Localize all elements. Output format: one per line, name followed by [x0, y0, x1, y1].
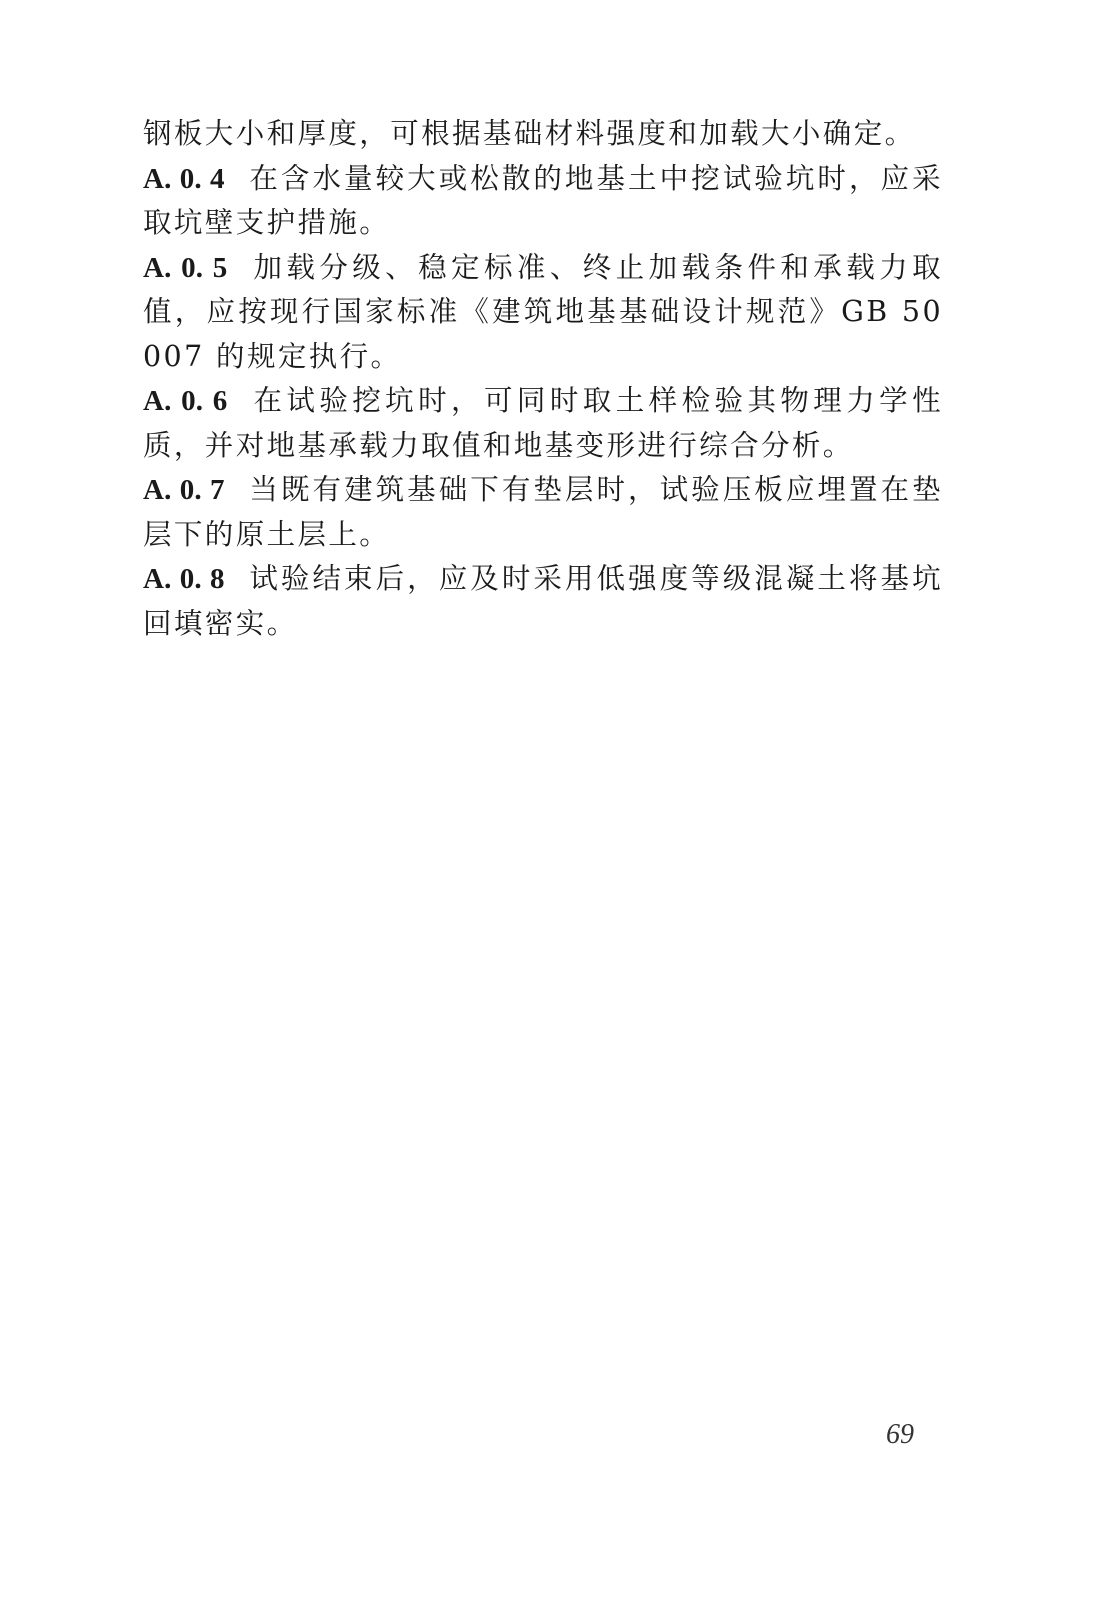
document-body — [143, 112, 943, 646]
clause-number: A. 0. 6 — [143, 385, 228, 417]
clause-number: A. 0. 4 — [143, 162, 225, 195]
clause-text: 试验结束后，应及时采用低强度等级混凝土将基坑回填密实。 — [143, 562, 943, 640]
clause-a-0-4 — [143, 157, 943, 246]
page-number: 69 — [886, 1419, 914, 1450]
clause-text: 在试验挖坑时，可同时取土样检验其物理力学性质，并对地基承载力取值和地基变形进行综合分析。 — [143, 384, 944, 462]
intro-text: 钢板大小和厚度，可根据基础材料强度和加载大小确定。 — [143, 117, 916, 150]
clause-a-0-7 — [143, 468, 943, 557]
clause-number: A. 0. 5 — [143, 251, 228, 284]
clause-text: 在含水量较大或松散的地基土中挖试验坑时，应采取坑壁支护措施。 — [143, 161, 943, 239]
intro-paragraph — [143, 112, 943, 157]
clause-a-0-6 — [143, 379, 943, 468]
clause-a-0-5 — [143, 246, 943, 380]
clause-number: A. 0. 7 — [143, 474, 225, 506]
clause-number: A. 0. 8 — [143, 563, 225, 595]
clause-text: 当既有建筑基础下有垫层时，试验压板应埋置在垫层下的原土层上。 — [143, 473, 943, 551]
clause-a-0-8 — [143, 557, 943, 646]
clause-text: 加载分级、稳定标准、终止加载条件和承载力取值，应按现行国家标准《建筑地基基础设计规范》GB 50007 的规定执行。 — [143, 250, 944, 373]
